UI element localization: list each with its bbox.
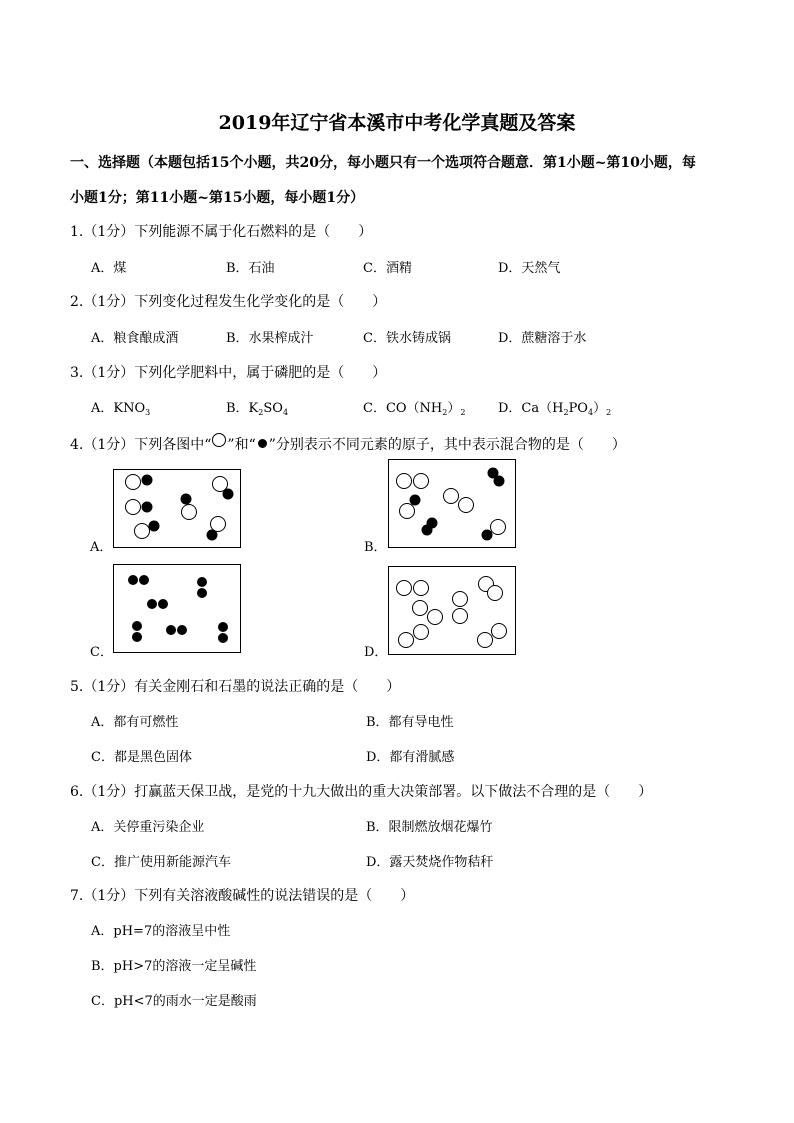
q6-option-d: D．露天焚烧作物秸秆 (366, 855, 494, 870)
q6-option-a: A．关停重污染企业 (91, 820, 205, 835)
question-1-stem: 1.（1分）下列能源不属于化石燃料的是（ ） (70, 224, 373, 240)
figure-a-box (113, 469, 241, 549)
white-atom-icon (212, 433, 226, 447)
q1-option-c: C．酒精 (363, 261, 412, 276)
q3-option-d: D．$Ca(H_2PO_4)_2$ (498, 401, 612, 417)
q3-option-b: B．$K_2SO_4$ (226, 401, 289, 417)
black-atom-icon (258, 439, 267, 448)
q7-option-b: B．pH>7的溶液一定呈碱性 (91, 959, 257, 974)
figure-d-box (388, 566, 516, 656)
q6-option-b: B．限制燃放烟花爆竹 (366, 820, 493, 835)
q2-option-a: A．粮食酿成酒 (91, 331, 179, 346)
q2-option-d: D．蔗糖溶于水 (498, 331, 587, 346)
question-3-stem: 3.（1分）下列化学肥料中，属于磷肥的是（ ） (70, 365, 387, 381)
section-heading-line2: 小题1分；第11小题~第15小题，每小题1分） (70, 190, 365, 206)
q7-option-a: A．pH=7的溶液呈中性 (91, 924, 231, 939)
figure-a-label: A． (90, 540, 113, 555)
question-4-stem: 4.（1分）下列各图中“ ”和“ ”分别表示不同元素的原子，其中表示混合物的是（ ） (70, 433, 626, 454)
q5-option-d: D．都有滑腻感 (366, 750, 455, 765)
figure-b-box (388, 459, 516, 549)
q3-option-a: A．$KNO_3$ (91, 401, 151, 417)
figure-c-label: C． (90, 645, 113, 660)
question-5-stem: 5.（1分）有关金刚石和石墨的说法正确的是（ ） (70, 679, 401, 695)
q5-option-a: A．都有可燃性 (91, 715, 179, 730)
q5-option-c: C．都是黑色固体 (91, 750, 192, 765)
figure-b-label: B． (364, 540, 387, 555)
q2-option-b: B．水果榨成汁 (226, 331, 314, 346)
q1-option-d: D．天然气 (498, 261, 561, 276)
q2-option-c: C．铁水铸成锅 (363, 331, 451, 346)
figure-c-box (113, 564, 241, 654)
q1-option-b: B．石油 (226, 261, 275, 276)
q7-option-c: C．pH<7的雨水一定是酸雨 (91, 994, 257, 1009)
q3-option-c: C．$CO(NH_2)_2$ (363, 401, 466, 417)
question-6-stem: 6.（1分）打赢蓝天保卫战，是党的十九大做出的重大决策部署。以下做法不合理的是（ ） (70, 784, 653, 800)
section-heading-line1: 一、选择题（本题包括15个小题，共20分，每小题只有一个选项符合题意．第1小题~第10小题，每 (70, 155, 696, 171)
q5-option-b: B．都有导电性 (366, 715, 454, 730)
q6-option-c: C．推广使用新能源汽车 (91, 855, 231, 870)
figure-d-label: D． (364, 645, 388, 660)
question-2-stem: 2.（1分）下列变化过程发生化学变化的是（ ） (70, 294, 387, 310)
q1-option-a: A．煤 (91, 261, 127, 276)
page-title: 2019年辽宁省本溪市中考化学真题及答案 (218, 112, 576, 134)
question-7-stem: 7.（1分）下列有关溶液酸碱性的说法错误的是（ ） (70, 888, 415, 904)
